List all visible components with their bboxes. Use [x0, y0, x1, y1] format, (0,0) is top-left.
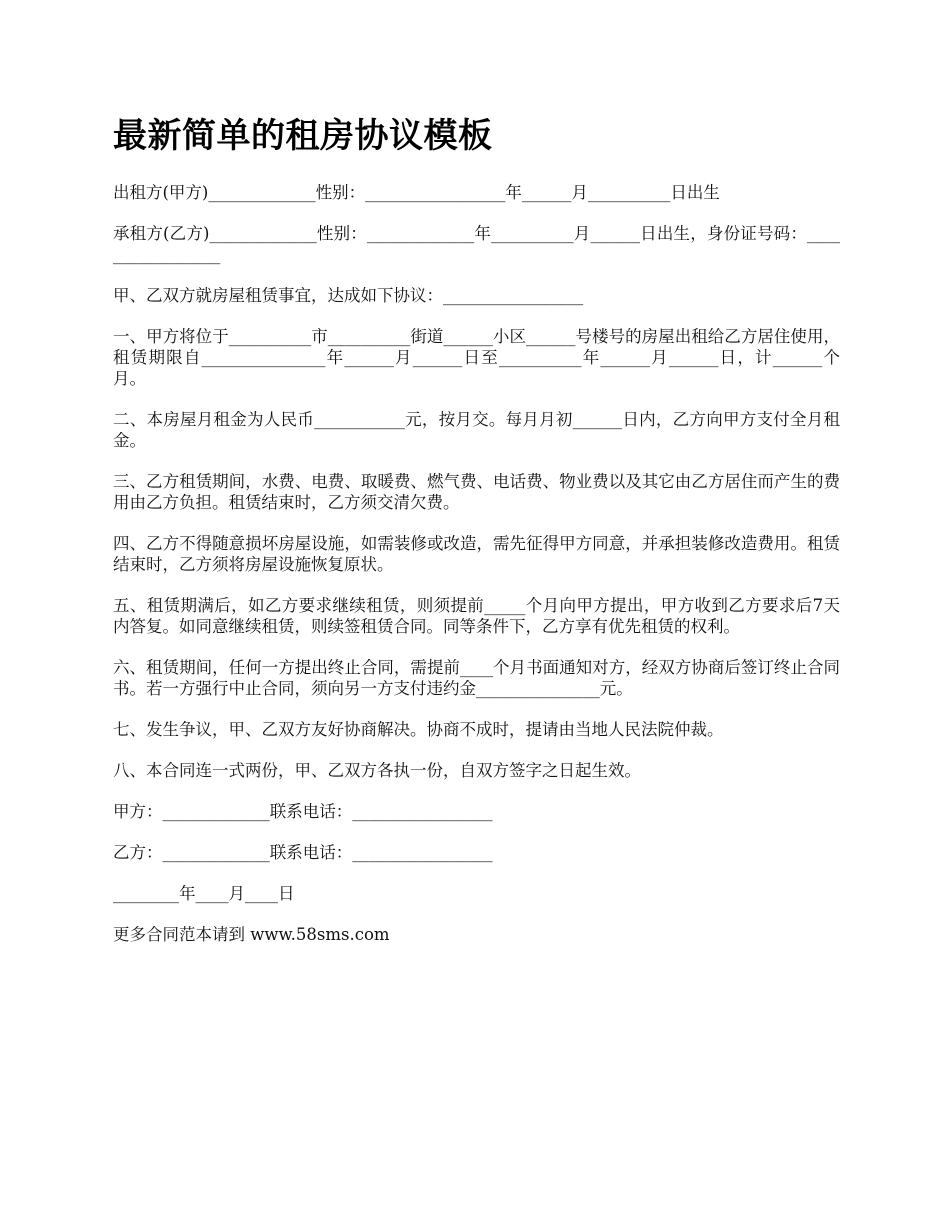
clause-7: 七、发生争议，甲、乙双方友好协商解决。协商不成时，提请由当地人民法院仲裁。 [113, 720, 724, 739]
signature-date: ________年____月____日 [113, 884, 295, 903]
clause-1: 一、甲方将位于__________市__________街道______小区______号楼号的房屋出租给乙方居住使用，租赁期限自_______________年______月______日至__________年______月______日，计______个月。 [113, 327, 840, 388]
clause-5: 五、租赁期满后，如乙方要求继续租赁，则须提前_____个月向甲方提出，甲方收到乙方要求后7天内答复。如同意继续租赁，则续签租赁合同。同等条件下，乙方享有优先租赁的权利。 [113, 596, 840, 636]
signature-party-b: 乙方：_____________联系电话：_________________ [113, 843, 493, 862]
document-page [113, 112, 840, 965]
document-title: 最新简单的租房协议模板 [113, 116, 493, 156]
signature-party-a: 甲方：_____________联系电话：_________________ [113, 802, 493, 821]
clause-2: 二、本房屋月租金为人民币___________元，按月交。每月月初______日内，乙方向甲方支付全月租金。 [113, 410, 840, 450]
clause-3: 三、乙方租赁期间，水费、电费、取暖费、燃气费、电话费、物业费以及其它由乙方居住而产生的费用由乙方负担。租赁结束时，乙方须交清欠费。 [113, 472, 840, 512]
clause-4: 四、乙方不得随意损坏房屋设施，如需装修或改造，需先征得甲方同意，并承担装修改造费用。租赁结束时，乙方须将房屋设施恢复原状。 [113, 534, 840, 574]
party-b-line: 承租方(乙方)_____________性别：_____________年__________月______日出生，身份证号码：_________________ [113, 224, 840, 264]
clause-6: 六、租赁期间，任何一方提出终止合同，需提前____个月书面通知对方，经双方协商后签订终止合同书。若一方强行中止合同，须向另一方支付违约金_______________元。 [113, 658, 840, 698]
agreement-intro: 甲、乙双方就房屋租赁事宜，达成如下协议：_________________ [113, 286, 584, 305]
footer-link-text: 更多合同范本请到 www.58sms.com [113, 925, 390, 944]
clause-8: 八、本合同连一式两份，甲、乙双方各执一份，自双方签字之日起生效。 [113, 761, 641, 780]
party-a-line: 出租方(甲方)_____________性别：_________________年______月__________日出生 [113, 183, 720, 202]
